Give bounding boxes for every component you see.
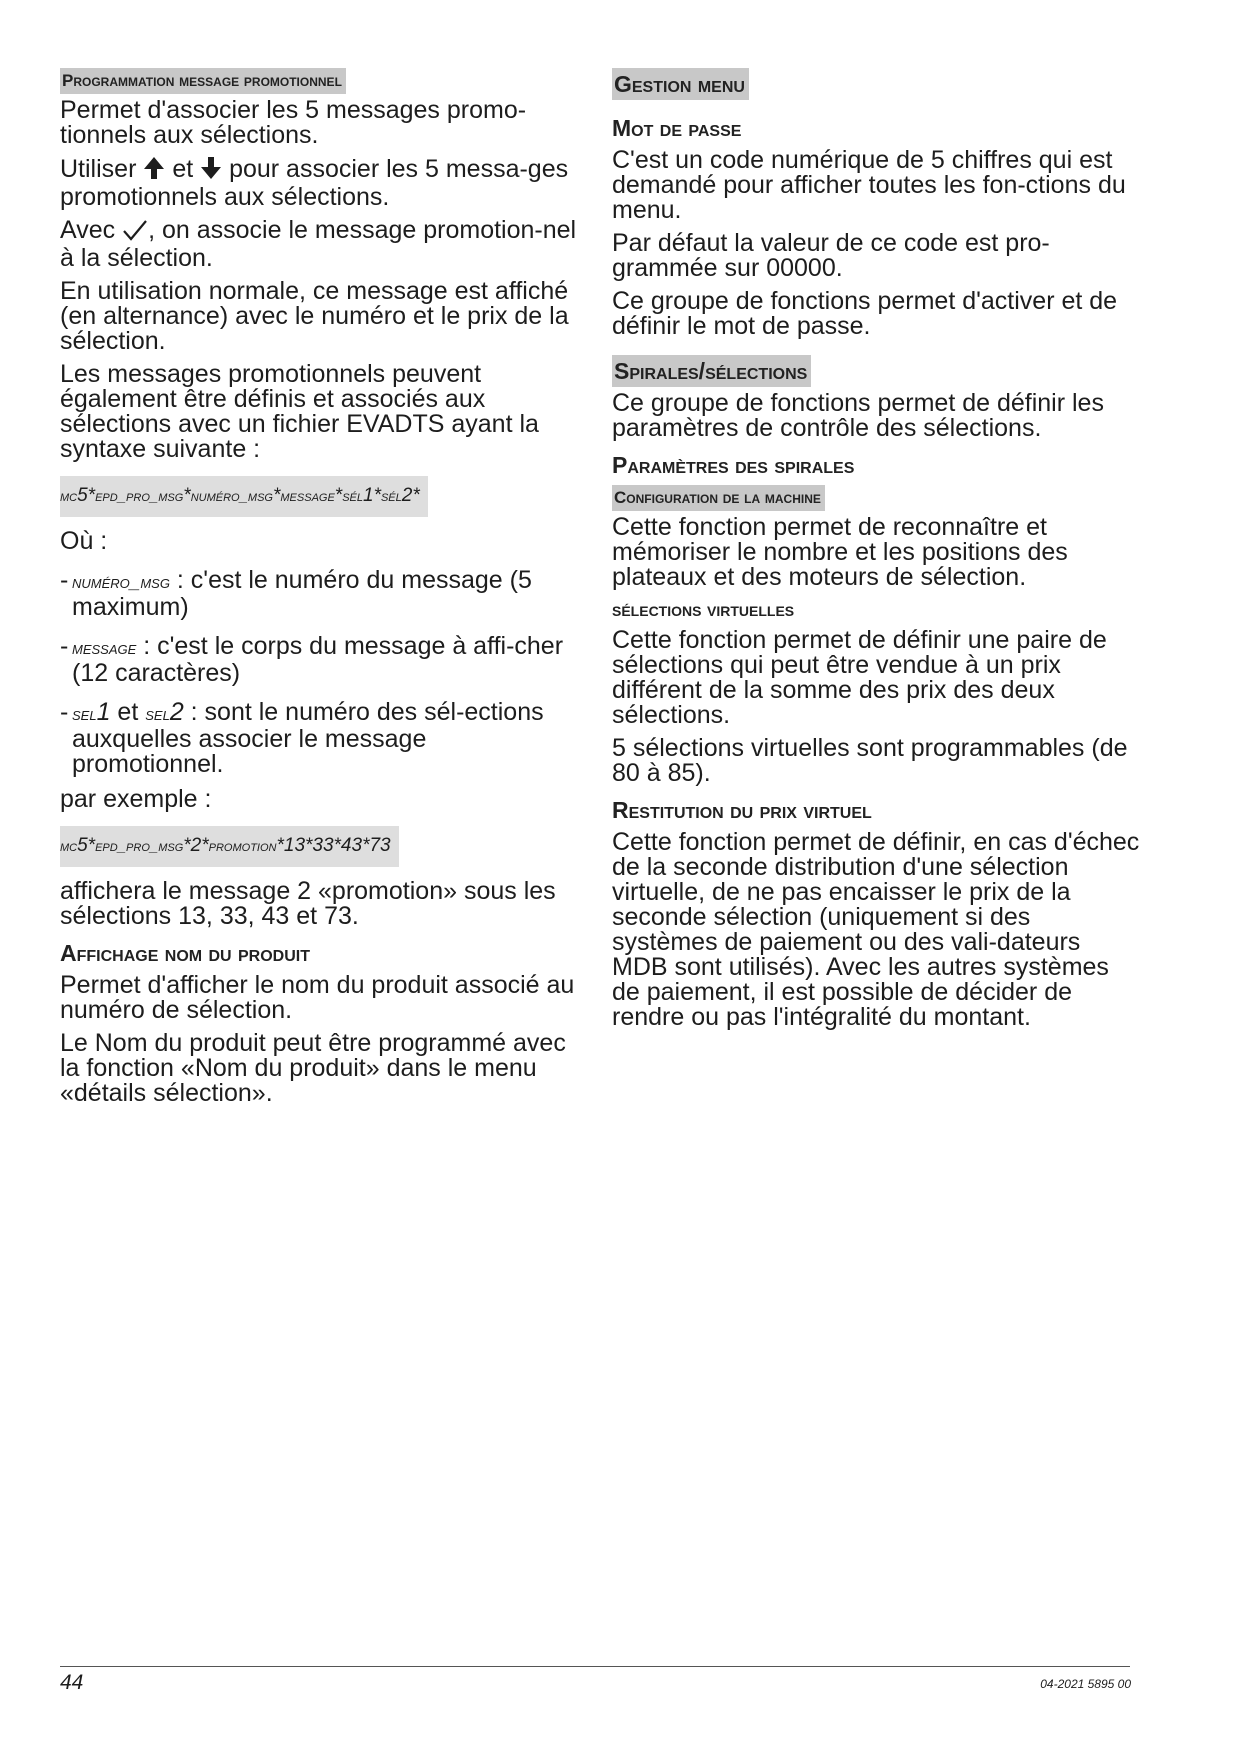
footer-divider bbox=[60, 1666, 1130, 1667]
code-syntax: mc5*epd_pro_msg*numéro_msg*message*sél1*sél2* bbox=[60, 476, 428, 517]
paragraph: Cette fonction permet de définir une paire de sélections qui peut être vendue à un prix différent de la somme des prix des deux sélections. bbox=[612, 626, 1107, 729]
list-item: - sel1 et sel2 : sont le numéro des sél-ections auxquelles associer le message promotionnel. bbox=[60, 698, 544, 778]
paragraph: 5 sélections virtuelles sont programmables (de 80 à 85). bbox=[612, 734, 1128, 787]
paragraph: par exemple : bbox=[60, 785, 212, 813]
paragraph: Par défaut la valeur de ce code est pro-grammée sur 00000. bbox=[612, 229, 1050, 282]
left-column bbox=[60, 68, 580, 1114]
section-heading-spiral-params: Paramètres des spirales bbox=[612, 452, 855, 478]
arrow-up-icon bbox=[143, 156, 165, 185]
paragraph: C'est un code numérique de 5 chiffres qui est demandé pour afficher toutes les fon-ctions du menu. bbox=[612, 146, 1126, 224]
paragraph-checkmark: Avec , on associe le message promotion-nel à la sélection. bbox=[60, 216, 577, 272]
paragraph: En utilisation normale, ce message est affiché (en alternance) avec le numéro et le prix de la sélection. bbox=[60, 277, 569, 355]
checkmark-icon bbox=[122, 219, 148, 246]
paragraph-arrows: Utiliser et pour associer les 5 messa-ges promotionnels aux sélections. bbox=[60, 155, 569, 211]
paragraph: Les messages promotionnels peuvent également être définis et associés aux sélections avec un fichier EVADTS ayant la syntaxe suivante : bbox=[60, 360, 539, 463]
section-heading-machine-config: Configuration de la machine bbox=[612, 485, 825, 511]
section-heading-virtual-price: Restitution du prix virtuel bbox=[612, 797, 872, 823]
section-heading-promo-message: Programmation message promotionnel bbox=[60, 68, 346, 94]
section-heading-product-name: Affichage nom du produit bbox=[60, 940, 310, 966]
paragraph: Permet d'afficher le nom du produit associé au numéro de sélection. bbox=[60, 971, 575, 1024]
paragraph: Cette fonction permet de définir, en cas d'échec de la seconde distribution d'une sélection virtuelle, de ne pas encaisser le prix de la seconde sélection (uniquement si des systèmes de paiement ou des vali-dateurs MDB sont utilisés). Avec les autres systèmes de paiement, il est possible de décider de rendre ou pas l'intégralité du montant. bbox=[612, 828, 1140, 1031]
document-reference: 04-2021 5895 00 bbox=[1040, 1677, 1131, 1691]
paragraph: affichera le message 2 «promotion» sous les sélections 13, 33, 43 et 73. bbox=[60, 877, 556, 930]
paragraph: Cette fonction permet de reconnaître et mémoriser le nombre et les positions des plateaux et des moteurs de sélection. bbox=[612, 513, 1068, 591]
section-heading-password: Mot de passe bbox=[612, 115, 742, 141]
section-heading-spirals: Spirales/sélections bbox=[612, 355, 811, 387]
list-item: - numéro_msg : c'est le numéro du message (5 maximum) bbox=[60, 566, 532, 621]
arrow-down-icon bbox=[200, 156, 222, 185]
paragraph: Permet d'associer les 5 messages promo-tionnels aux sélections. bbox=[60, 96, 527, 149]
code-example: mc5*epd_pro_msg*2*promotion*13*33*43*73 bbox=[60, 826, 399, 867]
page-number: 44 bbox=[60, 1671, 84, 1694]
list-item: - message : c'est le corps du message à affi-cher (12 caractères) bbox=[60, 632, 564, 687]
section-heading-virtual-selections: sélections virtuelles bbox=[612, 599, 795, 621]
paragraph: Le Nom du produit peut être programmé avec la fonction «Nom du produit» dans le menu «détails sélection». bbox=[60, 1029, 566, 1107]
right-column bbox=[612, 68, 1142, 1038]
paragraph: Ce groupe de fonctions permet d'activer et de définir le mot de passe. bbox=[612, 287, 1118, 340]
section-heading-menu: Gestion menu bbox=[612, 68, 749, 100]
paragraph-ou: Où : bbox=[60, 527, 108, 555]
paragraph: Ce groupe de fonctions permet de définir les paramètres de contrôle des sélections. bbox=[612, 389, 1104, 442]
